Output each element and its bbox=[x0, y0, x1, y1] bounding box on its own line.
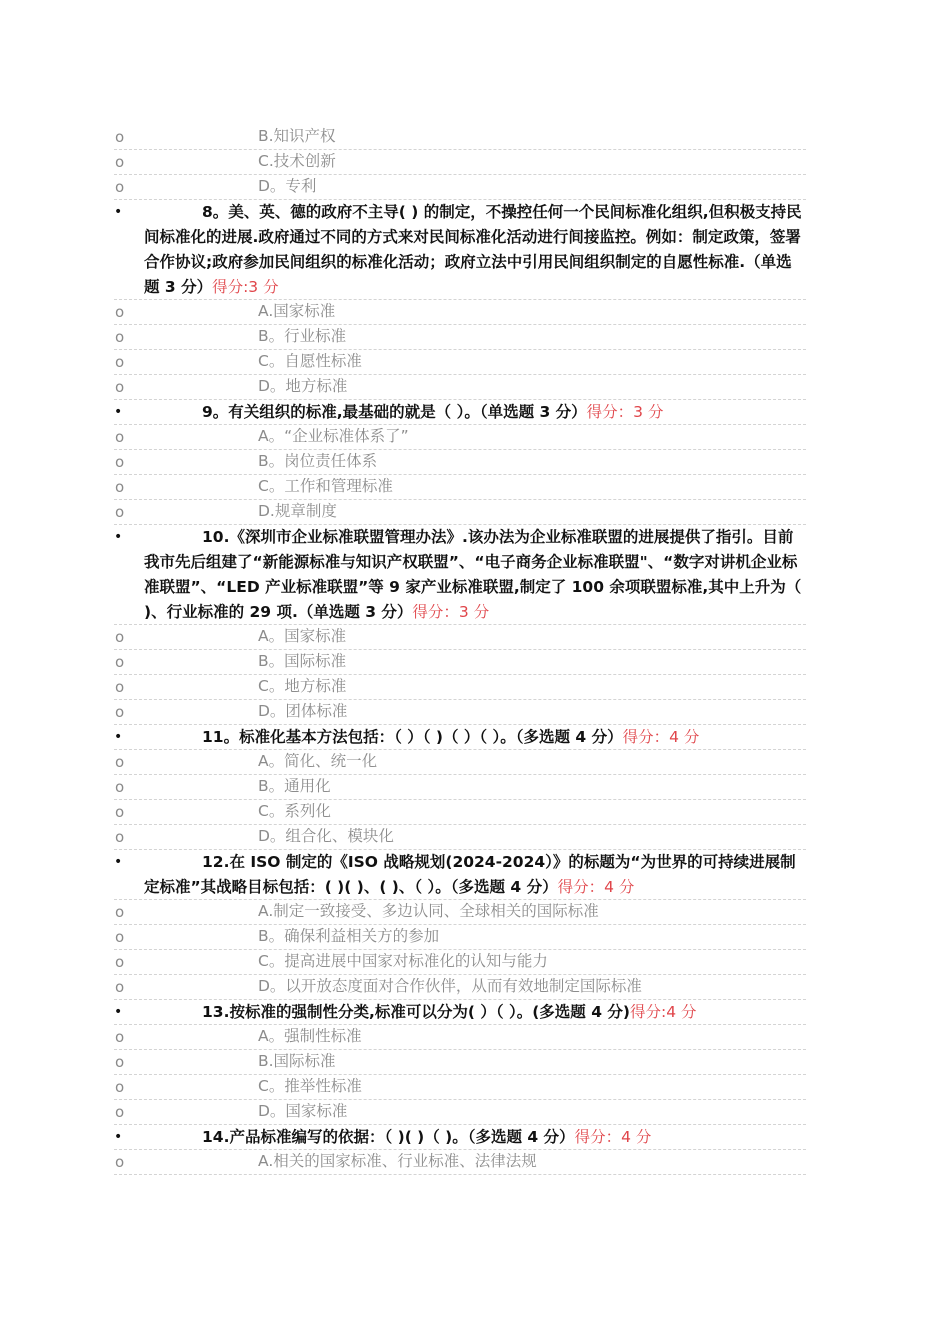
dashed-separator bbox=[114, 174, 806, 175]
dashed-separator bbox=[114, 324, 806, 325]
option-bullet-icon: o bbox=[115, 1053, 125, 1071]
option-bullet-icon: o bbox=[115, 978, 125, 996]
score-label: 得分：4 分 bbox=[574, 1128, 652, 1146]
answer-option: C。系列化 bbox=[258, 802, 331, 820]
score-label: 得分：4 分 bbox=[557, 878, 635, 896]
answer-option: C。自愿性标准 bbox=[258, 352, 362, 370]
option-bullet-icon: o bbox=[115, 803, 125, 821]
question-stem: 12.在 ISO 制定的《ISO 战略规划(2024-2024）》的标题为“为世界的可持续进展制定标准”其战略目标包括：( )( )、( )、（ ）。（多选题 4 分） bbox=[144, 853, 796, 896]
answer-option: C.技术创新 bbox=[258, 152, 336, 170]
dashed-separator bbox=[114, 474, 806, 475]
question-bullet-icon: • bbox=[114, 854, 123, 870]
question-bullet-icon: • bbox=[114, 529, 123, 545]
answer-option: B。通用化 bbox=[258, 777, 331, 795]
dashed-separator bbox=[114, 149, 806, 150]
answer-option: B。岗位责任体系 bbox=[258, 452, 378, 470]
option-bullet-icon: o bbox=[115, 778, 125, 796]
answer-option: C。推举性标准 bbox=[258, 1077, 362, 1095]
answer-option: A.国家标准 bbox=[258, 302, 336, 320]
answer-option: B。确保利益相关方的参加 bbox=[258, 927, 440, 945]
dashed-separator bbox=[114, 749, 806, 750]
answer-option: D。以开放态度面对合作伙伴，从而有效地制定国际标准 bbox=[258, 977, 642, 995]
score-label: 得分：3 分 bbox=[412, 603, 490, 621]
option-bullet-icon: o bbox=[115, 303, 125, 321]
option-bullet-icon: o bbox=[115, 378, 125, 396]
answer-option: C。地方标准 bbox=[258, 677, 347, 695]
dashed-separator bbox=[114, 774, 806, 775]
dashed-separator bbox=[114, 424, 806, 425]
question-stem: 13.按标准的强制性分类,标准可以分为( ）（ ）。(多选题 4 分) bbox=[202, 1003, 630, 1021]
question-bullet-icon: • bbox=[114, 1129, 123, 1145]
option-bullet-icon: o bbox=[115, 328, 125, 346]
dashed-separator bbox=[114, 1099, 806, 1100]
dashed-separator bbox=[114, 824, 806, 825]
answer-option: D。地方标准 bbox=[258, 377, 348, 395]
question-stem: 11。标准化基本方法包括：（ ）（ )（ ）（ ）。（多选题 4 分） bbox=[202, 728, 623, 746]
answer-option: B。国际标准 bbox=[258, 652, 347, 670]
score-label: 得分:4 分 bbox=[629, 1003, 697, 1021]
option-bullet-icon: o bbox=[115, 353, 125, 371]
dashed-separator bbox=[114, 799, 806, 800]
question-text bbox=[144, 1000, 804, 1025]
question-text bbox=[144, 400, 804, 425]
answer-option: B.知识产权 bbox=[258, 127, 336, 145]
question-bullet-icon: • bbox=[114, 1004, 123, 1020]
question-stem: 10.《深圳市企业标准联盟管理办法》.该办法为企业标准联盟的进展提供了指引。目前我市先后组建了“新能源标准与知识产权联盟”、“电子商务企业标准联盟"、“数字对讲机企业标准联盟”、“LED 产业标准联盟”等 9 家产业标准联盟,制定了 100 余项联盟标准,其中上升为（ )、行业标准的 29 项.（单选题 3 分） bbox=[144, 528, 802, 621]
answer-option: C。提高进展中国家对标准化的认知与能力 bbox=[258, 952, 548, 970]
option-bullet-icon: o bbox=[115, 478, 125, 496]
answer-option: C。工作和管理标准 bbox=[258, 477, 393, 495]
dashed-separator bbox=[114, 349, 806, 350]
dashed-separator bbox=[114, 374, 806, 375]
dashed-separator bbox=[114, 1174, 806, 1175]
option-bullet-icon: o bbox=[115, 153, 125, 171]
answer-option: B.国际标准 bbox=[258, 1052, 336, 1070]
answer-option: A。强制性标准 bbox=[258, 1027, 362, 1045]
question-stem: 8。美、英、德的政府不主导( ) 的制定，不操控任何一个民间标准化组织,但积极支持民间标准化的进展.政府通过不同的方式来对民间标准化活动进行间接监控。例如：制定政策，签署合作协议;政府参加民间组织的标准化活动；政府立法中引用民间组织制定的自愿性标准.（单选题 3 分） bbox=[144, 203, 802, 296]
option-bullet-icon: o bbox=[115, 953, 125, 971]
answer-option: A。“企业标准体系了” bbox=[258, 427, 409, 445]
option-bullet-icon: o bbox=[115, 1153, 125, 1171]
answer-option: A。简化、统一化 bbox=[258, 752, 378, 770]
option-bullet-icon: o bbox=[115, 1078, 125, 1096]
question-text bbox=[144, 525, 804, 625]
dashed-separator bbox=[114, 674, 806, 675]
question-text bbox=[144, 850, 804, 900]
dashed-separator bbox=[114, 924, 806, 925]
option-bullet-icon: o bbox=[115, 628, 125, 646]
score-label: 得分:3 分 bbox=[212, 278, 279, 296]
option-bullet-icon: o bbox=[115, 828, 125, 846]
question-bullet-icon: • bbox=[114, 204, 123, 220]
dashed-separator bbox=[114, 1074, 806, 1075]
dashed-separator bbox=[114, 299, 806, 300]
answer-option: D。团体标准 bbox=[258, 702, 348, 720]
question-text bbox=[144, 725, 804, 750]
option-bullet-icon: o bbox=[115, 903, 125, 921]
question-text bbox=[144, 200, 804, 300]
answer-option: B。行业标准 bbox=[258, 327, 347, 345]
answer-option: D.规章制度 bbox=[258, 502, 337, 520]
question-bullet-icon: • bbox=[114, 404, 123, 420]
question-stem: 14.产品标准编写的依据：（ )( )（ )。（多选题 4 分） bbox=[202, 1128, 575, 1146]
score-label: 得分：3 分 bbox=[586, 403, 664, 421]
dashed-separator bbox=[114, 449, 806, 450]
option-bullet-icon: o bbox=[115, 653, 125, 671]
option-bullet-icon: o bbox=[115, 178, 125, 196]
dashed-separator bbox=[114, 1049, 806, 1050]
score-label: 得分：4 分 bbox=[622, 728, 700, 746]
dashed-separator bbox=[114, 499, 806, 500]
option-bullet-icon: o bbox=[115, 703, 125, 721]
option-bullet-icon: o bbox=[115, 753, 125, 771]
option-bullet-icon: o bbox=[115, 503, 125, 521]
question-stem: 9。有关组织的标准,最基础的就是（ ）。（单选题 3 分） bbox=[202, 403, 587, 421]
option-bullet-icon: o bbox=[115, 1103, 125, 1121]
question-bullet-icon: • bbox=[114, 729, 123, 745]
answer-option: D。国家标准 bbox=[258, 1102, 348, 1120]
option-bullet-icon: o bbox=[115, 1028, 125, 1046]
option-bullet-icon: o bbox=[115, 428, 125, 446]
answer-option: A.制定一致接受、多边认同、全球相关的国际标准 bbox=[258, 902, 599, 920]
answer-option: A。国家标准 bbox=[258, 627, 347, 645]
answer-option: A.相关的国家标准、行业标准、法律法规 bbox=[258, 1152, 537, 1170]
option-bullet-icon: o bbox=[115, 928, 125, 946]
dashed-separator bbox=[114, 624, 806, 625]
question-text bbox=[144, 1125, 804, 1150]
answer-option: D。组合化、模块化 bbox=[258, 827, 394, 845]
dashed-separator bbox=[114, 649, 806, 650]
option-bullet-icon: o bbox=[115, 128, 125, 146]
answer-option: D。专利 bbox=[258, 177, 317, 195]
option-bullet-icon: o bbox=[115, 678, 125, 696]
dashed-separator bbox=[114, 1024, 806, 1025]
option-bullet-icon: o bbox=[115, 453, 125, 471]
dashed-separator bbox=[114, 699, 806, 700]
